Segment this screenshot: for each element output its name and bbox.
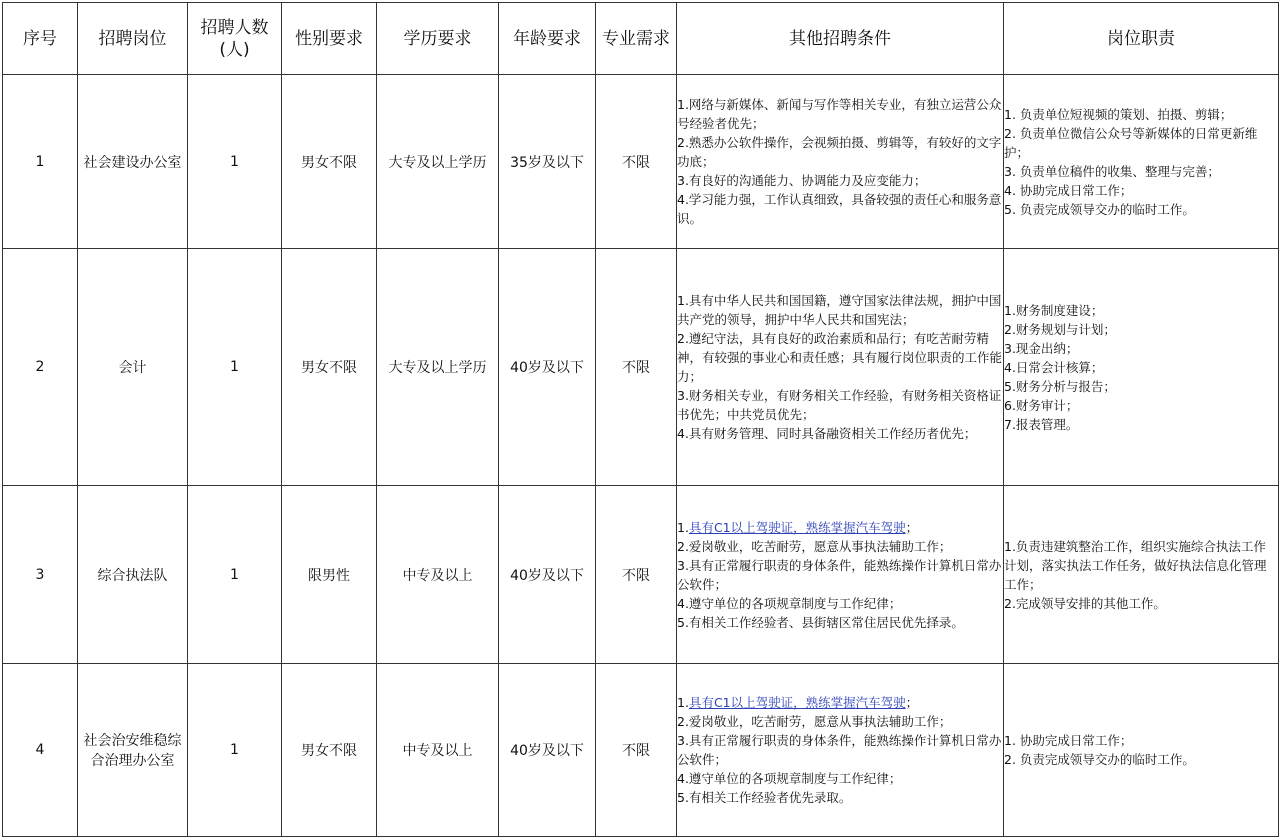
condition-line: 2.遵纪守法，具有良好的政治素质和品行；有吃苦耐劳精神，有较强的事业心和责任感；具有履行岗位职责的工作能力； (677, 331, 1003, 384)
duty-line: 5.财务分析与报告； (1004, 378, 1116, 394)
header-education: 学历要求 (377, 3, 499, 75)
cell-age: 40岁及以下 (499, 249, 596, 486)
header-count: 招聘人数(人) (188, 3, 282, 75)
cell-education: 大专及以上学历 (377, 249, 499, 486)
cell-age: 40岁及以下 (499, 486, 596, 664)
condition-line: 1.具有中华人民共和国国籍，遵守国家法律法规，拥护中国共产党的领导，拥护中华人民共和国宪法； (677, 293, 1002, 327)
duty-line: 2.财务规划与计划； (1004, 321, 1116, 337)
cell-no: 1 (3, 75, 78, 249)
cell-count: 1 (188, 664, 282, 837)
table-row (3, 75, 1279, 249)
header-age: 年龄要求 (499, 3, 596, 75)
duty-line: 3.现金出纳； (1004, 340, 1079, 356)
condition-line: 4.遵守单位的各项规章制度与工作纪律； (677, 595, 902, 611)
condition-suffix: ； (905, 695, 919, 710)
condition-line (677, 518, 1003, 537)
table-row (3, 486, 1279, 664)
cell-count: 1 (188, 249, 282, 486)
duty-line: 5. 负责完成领导交办的临时工作。 (1004, 201, 1195, 217)
cell-position: 综合执法队 (78, 486, 188, 664)
duty-line: 3. 负责单位稿件的收集、整理与完善； (1004, 163, 1220, 179)
cell-no: 3 (3, 486, 78, 664)
duty-line: 1.负责违建筑整治工作，组织实施综合执法工作计划，落实执法工作任务，做好执法信息化管理工作； (1004, 538, 1267, 592)
cell-age: 40岁及以下 (499, 664, 596, 837)
cell-other (677, 486, 1004, 664)
cell-major: 不限 (596, 664, 677, 837)
cell-duties (1004, 664, 1279, 837)
duty-line: 1.财务制度建设； (1004, 302, 1104, 318)
duty-line: 1. 协助完成日常工作； (1004, 733, 1133, 748)
duty-line: 4. 协助完成日常工作； (1004, 182, 1133, 198)
cell-duties (1004, 486, 1279, 664)
condition-line: 3.具有正常履行职责的身体条件，能熟练操作计算机日常办公软件； (677, 557, 1002, 592)
cell-gender: 限男性 (282, 486, 377, 664)
duty-line: 1. 负责单位短视频的策划、拍摄、剪辑； (1004, 106, 1233, 122)
header-major: 专业需求 (596, 3, 677, 75)
cell-duties (1004, 75, 1279, 249)
cell-position: 社会建设办公室 (78, 75, 188, 249)
header-duties: 岗位职责 (1004, 3, 1279, 75)
cell-other (677, 75, 1004, 249)
duty-line: 7.报表管理。 (1004, 416, 1079, 432)
duty-line: 2.完成领导安排的其他工作。 (1004, 595, 1166, 611)
condition-line (677, 693, 1003, 712)
condition-line: 4.学习能力强，工作认真细致，具备较强的责任心和服务意识。 (677, 192, 1002, 226)
cell-position: 社会治安维稳综合治理办公室 (78, 664, 188, 837)
header-no: 序号 (3, 3, 78, 75)
cell-age: 35岁及以下 (499, 75, 596, 249)
condition-line: 2.熟悉办公软件操作，会视频拍摄、剪辑等，有较好的文字功底； (677, 135, 1002, 169)
condition-line: 5.有相关工作经验者、县街辖区常住居民优先择录。 (677, 614, 964, 630)
cell-gender: 男女不限 (282, 75, 377, 249)
duty-line: 6.财务审计； (1004, 397, 1079, 413)
header-other: 其他招聘条件 (677, 3, 1004, 75)
condition-line: 1.网络与新媒体、新闻与写作等相关专业，有独立运营公众号经验者优先； (677, 97, 1002, 131)
header-row (3, 3, 1279, 75)
condition-line: 5.有相关工作经验者优先录取。 (677, 790, 852, 805)
table-row (3, 664, 1279, 837)
header-gender: 性别要求 (282, 3, 377, 75)
condition-line: 4.具有财务管理、同时具备融资相关工作经历者优先； (677, 426, 977, 441)
cell-no: 4 (3, 664, 78, 837)
condition-line: 2.爱岗敬业，吃苦耐劳，愿意从事执法辅助工作； (677, 538, 952, 554)
recruitment-table (2, 2, 1279, 837)
cell-other (677, 249, 1004, 486)
license-link[interactable]: 具有C1以上驾驶证，熟练掌握汽车驾驶 (688, 695, 906, 710)
cell-other (677, 664, 1004, 837)
cell-education: 大专及以上学历 (377, 75, 499, 249)
license-link[interactable]: 具有C1以上驾驶证，熟练掌握汽车驾驶 (688, 519, 906, 535)
condition-line: 3.财务相关专业，有财务相关工作经验，有财务相关资格证书优先；中共党员优先； (677, 388, 1002, 422)
header-position: 招聘岗位 (78, 3, 188, 75)
cell-major: 不限 (596, 249, 677, 486)
duty-line: 2. 负责完成领导交办的临时工作。 (1004, 752, 1195, 767)
cell-no: 2 (3, 249, 78, 486)
cell-duties (1004, 249, 1279, 486)
cell-position: 会计 (78, 249, 188, 486)
cell-education: 中专及以上 (377, 664, 499, 837)
condition-line: 3.具有正常履行职责的身体条件，能熟练操作计算机日常办公软件； (677, 733, 1002, 767)
cell-education: 中专及以上 (377, 486, 499, 664)
condition-prefix: 1. (677, 695, 689, 710)
cell-gender: 男女不限 (282, 664, 377, 837)
condition-suffix: ； (905, 519, 919, 535)
condition-line: 4.遵守单位的各项规章制度与工作纪律； (677, 771, 902, 786)
duty-line: 4.日常会计核算； (1004, 359, 1104, 375)
cell-gender: 男女不限 (282, 249, 377, 486)
duty-line: 2. 负责单位微信公众号等新媒体的日常更新维护； (1004, 125, 1258, 160)
cell-major: 不限 (596, 486, 677, 664)
cell-count: 1 (188, 486, 282, 664)
cell-major: 不限 (596, 75, 677, 249)
cell-count: 1 (188, 75, 282, 249)
condition-line: 2.爱岗敬业，吃苦耐劳，愿意从事执法辅助工作； (677, 714, 952, 729)
condition-line: 3.有良好的沟通能力、协调能力及应变能力； (677, 173, 927, 188)
table-row (3, 249, 1279, 486)
condition-prefix: 1. (677, 519, 689, 535)
